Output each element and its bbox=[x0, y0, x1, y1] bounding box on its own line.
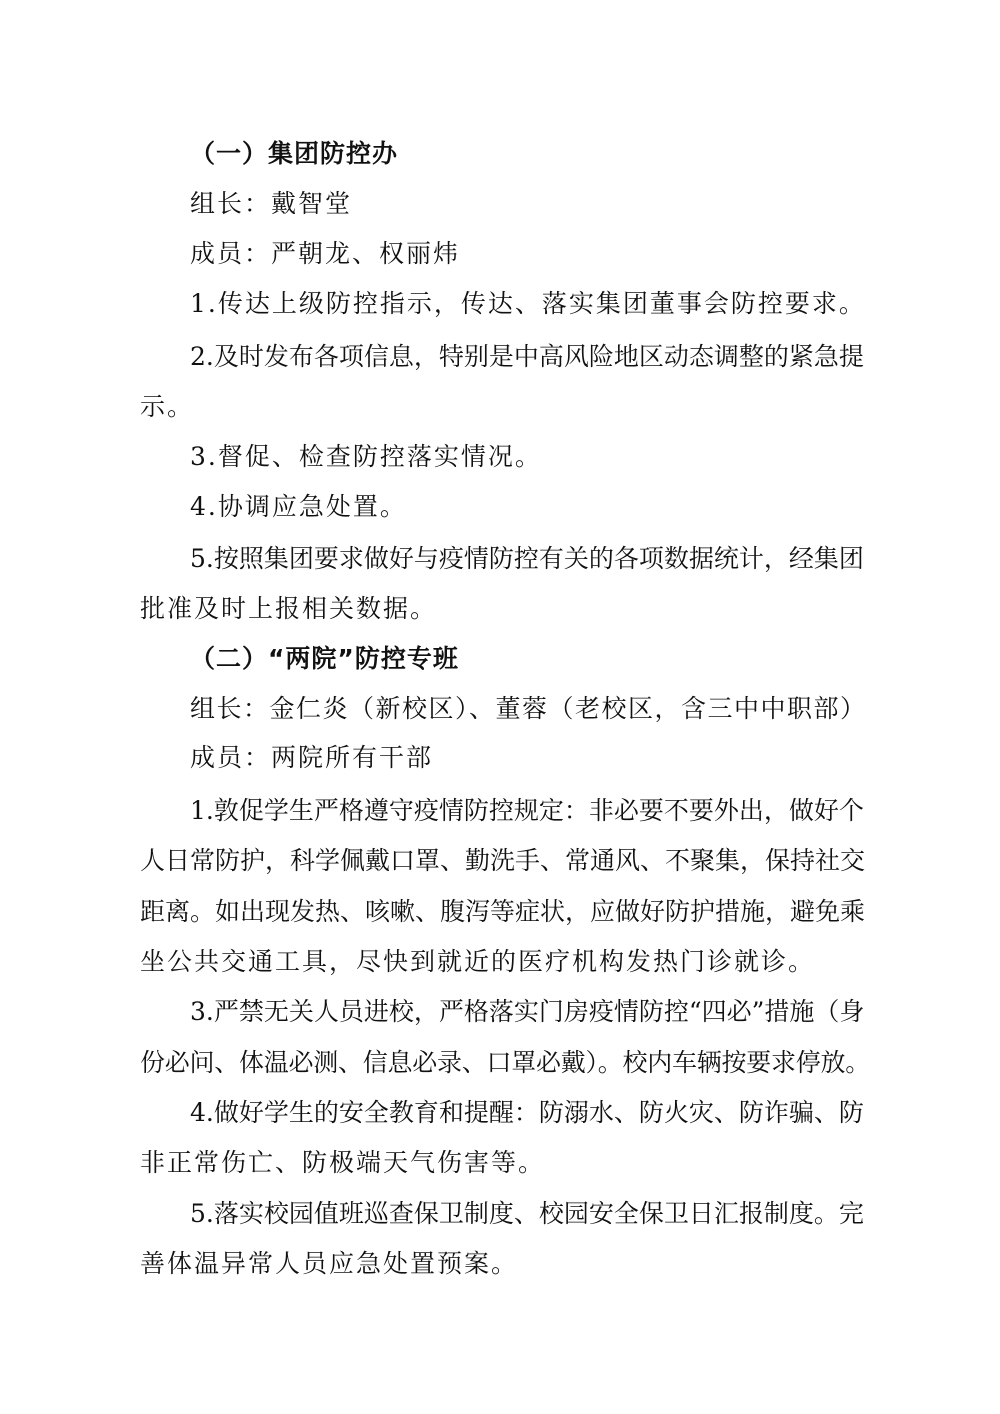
section2-heading: （二）“两院”防控专班 bbox=[190, 644, 459, 673]
section1-item-2: 2.及时发布各项信息，特别是中高风险地区动态调整的紧急提 bbox=[190, 342, 864, 371]
section1-item-1: 1.传达上级防控指示，传达、落实集团董事会防控要求。 bbox=[190, 289, 866, 318]
section2-members: 成员：两院所有干部 bbox=[190, 743, 434, 772]
section2-item-5: 5.落实校园值班巡查保卫制度、校园安全保卫日汇报制度。完 bbox=[190, 1199, 864, 1228]
section1-members: 成员：严朝龙、权丽炜 bbox=[190, 239, 461, 268]
section1-item-5-cont: 批准及时上报相关数据。 bbox=[140, 594, 438, 623]
section2-item-4-cont: 非正常伤亡、防极端天气伤害等。 bbox=[140, 1148, 546, 1177]
section2-item-3: 3.严禁无关人员进校，严格落实门房疫情防控“四必”措施（身 bbox=[190, 997, 865, 1026]
section2-item-1-cont-2: 距离。如出现发热、咳嗽、腹泻等症状，应做好防护措施，避免乘 bbox=[140, 897, 866, 926]
section1-item-3: 3.督促、检查防控落实情况。 bbox=[190, 442, 542, 471]
section1-heading: （一）集团防控办 bbox=[190, 139, 399, 168]
section2-item-4: 4.做好学生的安全教育和提醒：防溺水、防火灾、防诈骗、防 bbox=[190, 1098, 864, 1127]
section2-item-5-cont: 善体温异常人员应急处置预案。 bbox=[140, 1249, 519, 1278]
section2-item-1-cont-3: 坐公共交通工具，尽快到就近的医疗机构发热门诊就诊。 bbox=[140, 947, 816, 976]
section1-item-2-cont: 示。 bbox=[140, 392, 195, 421]
section2-item-1-cont-1: 人日常防护，科学佩戴口罩、勤洗手、常通风、不聚集，保持社交 bbox=[140, 846, 866, 875]
section1-item-5: 5.按照集团要求做好与疫情防控有关的各项数据统计，经集团 bbox=[190, 544, 864, 573]
section1-leader: 组长：戴智堂 bbox=[190, 189, 353, 218]
section1-item-4: 4.协调应急处置。 bbox=[190, 492, 407, 521]
section2-item-3-cont: 份必问、体温必测、信息必录、口罩必戴）。校内车辆按要求停放。 bbox=[140, 1048, 871, 1077]
section2-leader: 组长：金仁炎（新校区）、董蓉（老校区，含三中中职部） bbox=[190, 694, 867, 723]
section2-item-1: 1.敦促学生严格遵守疫情防控规定：非必要不要外出，做好个 bbox=[190, 796, 864, 825]
